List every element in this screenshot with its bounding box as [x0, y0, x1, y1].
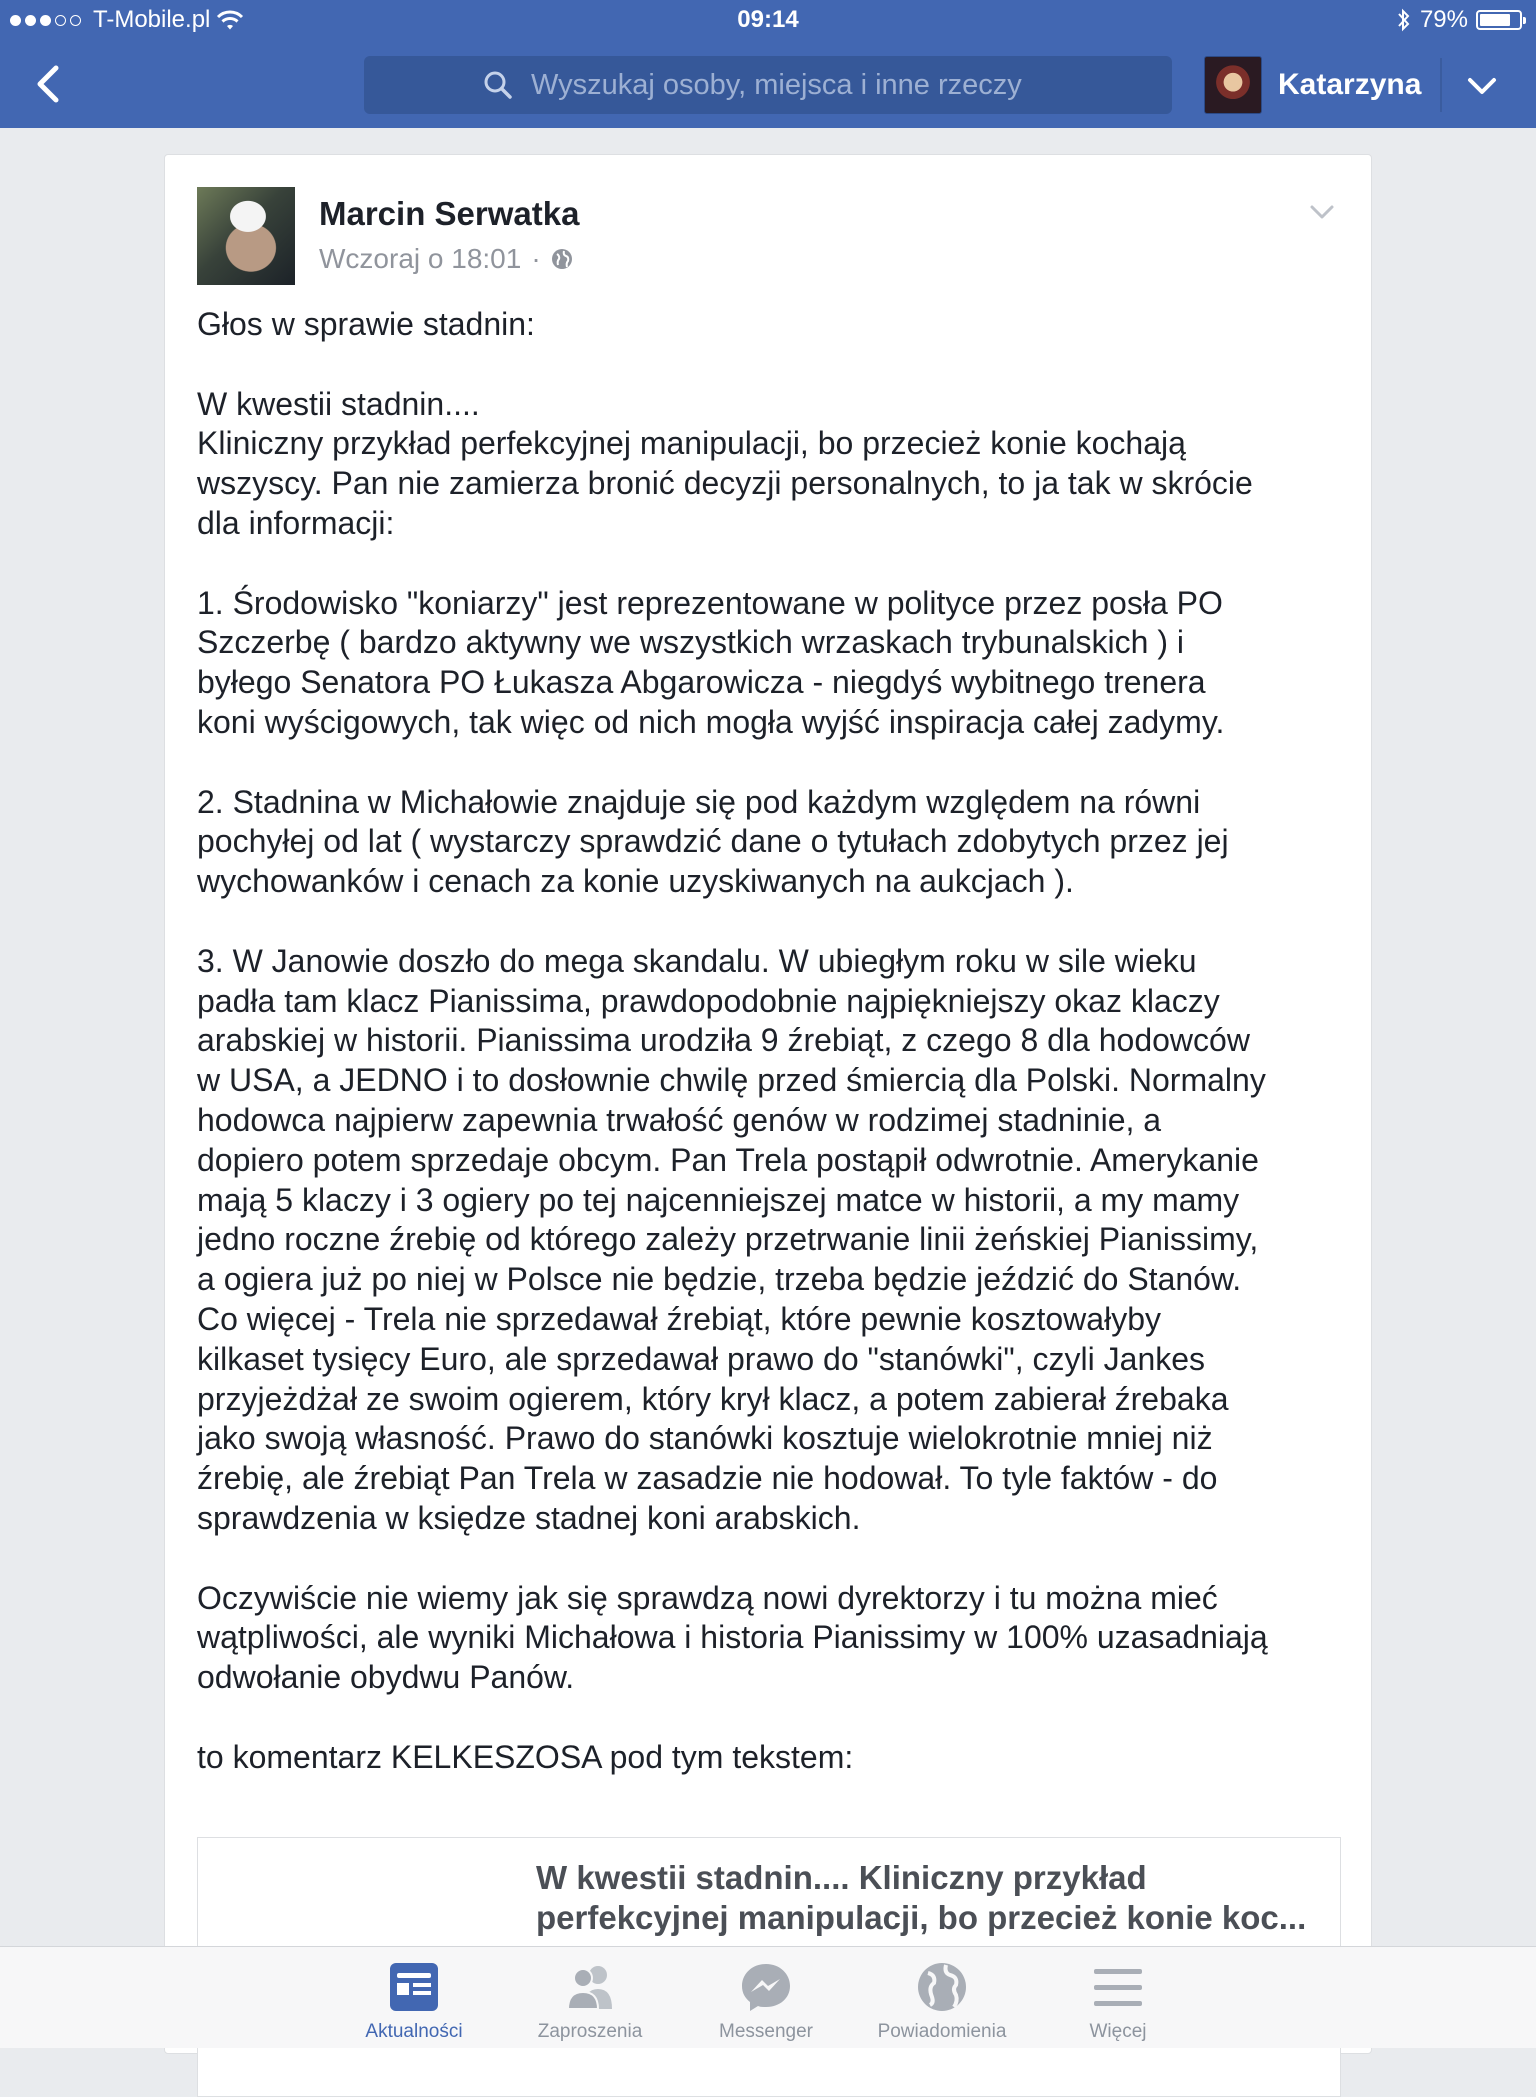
battery-percent: 79%	[1419, 6, 1468, 33]
search-input[interactable]	[529, 68, 1053, 103]
globe-notifications-icon	[914, 1959, 970, 2015]
tab-label: Messenger	[719, 2021, 813, 2042]
post-body	[197, 305, 1347, 1777]
menu-icon	[1090, 1959, 1146, 2015]
carrier-name: T-Mobile.pl	[93, 6, 211, 33]
post-paragraph: 3. W Janowie doszło do mega skandalu. W ubiegłym roku w sile wieku padła tam klacz Pianissima, prawdopodobnie najpiękniejszy okaz klaczy arabskiej w historii. Pianissima urodziła 9 źrebiąt, z czego 8 dla hodowców w USA, a JEDNO i to dosłownie chwilę przed śmiercią dla Polski. Normalny hodowca najpierw zapewnia trwałość genów w rodzimej stadninie, a dopiero potem sprzedaje obcym. Pan Trela postąpił odwrotnie. Amerykanie mają 5 klaczy i 3 ogiery po tej najcenniejszej matce w historii, a my mamy jedno roczne źrebię od którego zależy przetrwanie linii żeńskiej Pianissimy, a ogiera już po niej w Polsce nie będzie, trzeba będzie jeździć do Stanów. Co więcej - Trela nie sprzedawał źrebiąt, które pewnie kosztowałyby kilkaset tysięcy Euro, ale sprzedawał prawo do "stanówki", czyli Jankes przyjeżdżał ze swoim ogierem, który krył klacz, a potem zabierał źrebaka jako swoją własność. Prawo do stanówki kosztuje wielokrotnie mniej niż źrebię, ale źrebiąt Pan Trela w zasadzie nie hodował. To tyle faktów - do sprawdzenia w księdze stadnej koni arabskich.	[197, 942, 1266, 1536]
tab-notifications[interactable]	[862, 1959, 1022, 2047]
bottom-tab-bar	[0, 1946, 1536, 2048]
top-navigation-bar	[0, 0, 1536, 128]
link-title-line: W kwestii stadnin.... Kliniczny przykład	[536, 1859, 1147, 1896]
search-bar[interactable]	[364, 56, 1172, 114]
header-divider	[1440, 58, 1442, 112]
profile-avatar[interactable]	[1204, 56, 1262, 114]
globe-icon	[551, 248, 573, 270]
tab-news-feed[interactable]	[334, 1959, 494, 2047]
post-paragraph: W kwestii stadnin.... Kliniczny przykład perfekcyjnej manipulacji, bo przecież konie kochają wszyscy. Pan nie zamierza bronić decyzji personalnych, to ja tak w skrócie dla informacji:	[197, 385, 1253, 541]
tab-label: Zaproszenia	[537, 2021, 643, 2042]
post-paragraph: Głos w sprawie stadnin:	[197, 306, 535, 342]
bluetooth-icon	[1396, 8, 1412, 32]
post-paragraph: Oczywiście nie wiemy jak się sprawdzą nowi dyrektorzy i tu można mieć wątpliwości, ale wyniki Michałowa i historia Pianissimy w 100% uzasadniają odwołanie obydwu Panów.	[197, 1579, 1268, 1696]
friend-requests-icon	[562, 1959, 618, 2015]
system-indicators	[1396, 0, 1522, 40]
profile-name[interactable]: Katarzyna	[1278, 68, 1422, 101]
status-bar	[0, 0, 1536, 40]
tab-label: Powiadomienia	[877, 2021, 1007, 2042]
tab-label: Więcej	[1089, 2021, 1147, 2042]
clock: 09:14	[737, 6, 799, 33]
back-chevron-icon[interactable]	[28, 62, 72, 106]
search-icon	[483, 70, 513, 100]
post-paragraph: to komentarz KELKESZOSA pod tym tekstem:	[197, 1738, 854, 1775]
post-paragraph: 1. Środowisko "koniarzy" jest reprezentowane w polityce przez posła PO Szczerbę ( bardzo aktywny we wszystkich wrzaskach trybunalskich ) i byłego Senatora PO Łukasza Abgarowicza - niegdyś wybitnego trenera koni wyścigowych, tak więc od nich mogła wyjść inspiracja całej zadymy.	[197, 584, 1225, 740]
profile-shortcut[interactable]	[1204, 56, 1421, 114]
battery-icon	[1476, 10, 1522, 30]
battery-level	[1480, 14, 1510, 26]
post-meta	[319, 243, 573, 275]
news-feed-icon	[386, 1959, 442, 2015]
messenger-icon	[738, 1959, 794, 2015]
author-avatar[interactable]	[197, 187, 295, 285]
tab-label: Aktualności	[365, 2021, 463, 2042]
tab-messenger[interactable]	[686, 1959, 846, 2047]
link-title[interactable]	[536, 1858, 1326, 1938]
meta-separator: ·	[531, 243, 541, 274]
link-title-line: perfekcyjnej manipulacji, bo przecież konie koc...	[536, 1899, 1307, 1936]
post-options-chevron-icon[interactable]	[1305, 195, 1339, 229]
tab-more[interactable]	[1038, 1959, 1198, 2047]
chevron-down-icon[interactable]	[1464, 68, 1500, 104]
post-timestamp[interactable]: Wczoraj o 18:01	[319, 243, 522, 274]
post-paragraph: 2. Stadnina w Michałowie znajduje się pod każdym względem na równi pochyłej od lat ( wystarczy sprawdzić dane o tytułach zdobytych przez jej wychowanków i cenach za konie uzyskiwanych na aukcjach ).	[197, 783, 1229, 900]
post-card	[164, 154, 1372, 2054]
tab-friend-requests[interactable]	[510, 1959, 670, 2047]
post-author[interactable]: Marcin Serwatka	[319, 195, 580, 232]
